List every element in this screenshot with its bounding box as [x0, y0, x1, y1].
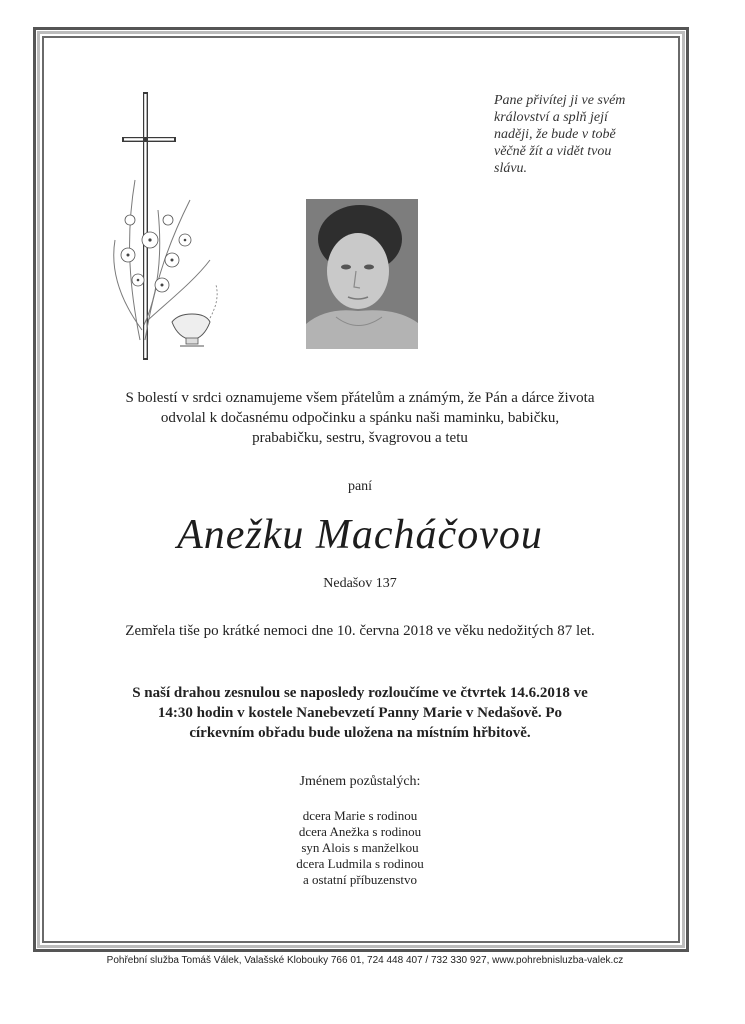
intro-line: odvolal k dočasnému odpočinku a spánku naši maminku, babičku,: [160, 410, 560, 426]
mourner-entry: dcera Anežka s rodinou: [298, 824, 422, 839]
mourners-heading: Jménem pozůstalých:: [299, 774, 421, 789]
ceremony-line: S naší drahou zesnulou se naposledy rozloučíme ve čtvrtek 14.6.2018 ve: [132, 685, 588, 701]
verse-line: království a splň její: [494, 110, 608, 125]
ceremony-line: 14:30 hodin v kostele Nanebevzetí Panny Marie v Nedašově. Po: [157, 705, 563, 721]
verse-line: věčně žít a vidět tvou: [494, 144, 612, 159]
mourner-entry: syn Alois s manželkou: [301, 840, 419, 855]
mourner-entry: a ostatní příbuzenstvo: [302, 872, 418, 887]
intro-line: S bolestí v srdci oznamujeme všem přátelům a známým, že Pán a dárce života: [125, 390, 595, 406]
mourners-list: [260, 808, 460, 888]
intro-line: prababičku, sestru, švagrovou a tetu: [252, 430, 468, 446]
verse-line: slávu.: [494, 161, 528, 176]
salutation: paní: [347, 479, 373, 494]
verse-quote: [494, 92, 654, 177]
verse-line: Pane přivítej ji ve svém: [494, 93, 626, 108]
deceased-name: Anežku Macháčovou: [177, 512, 543, 558]
death-notice: Zemřela tiše po krátké nemoci dne 10. června 2018 ve věku nedožitých 87 let.: [125, 623, 595, 639]
portrait-photo: [306, 199, 418, 349]
mourner-entry: dcera Marie s rodinou: [302, 808, 418, 823]
ceremony-line: církevním obřadu bude uložena na místním hřbitově.: [189, 725, 531, 741]
funeral-service-footer: Pohřební služba Tomáš Válek, Valašské Klobouky 766 01, 724 448 407 / 732 330 927, www.pohrebnisluzba-valek.cz: [106, 955, 624, 966]
funeral-details: [110, 683, 610, 743]
mourner-entry: dcera Ludmila s rodinou: [296, 856, 424, 871]
deceased-address: Nedašov 137: [323, 576, 397, 591]
verse-line: naději, že bude v tobě: [494, 127, 616, 142]
cross-with-flowers-icon: [100, 90, 230, 360]
announcement-intro: [120, 388, 600, 448]
